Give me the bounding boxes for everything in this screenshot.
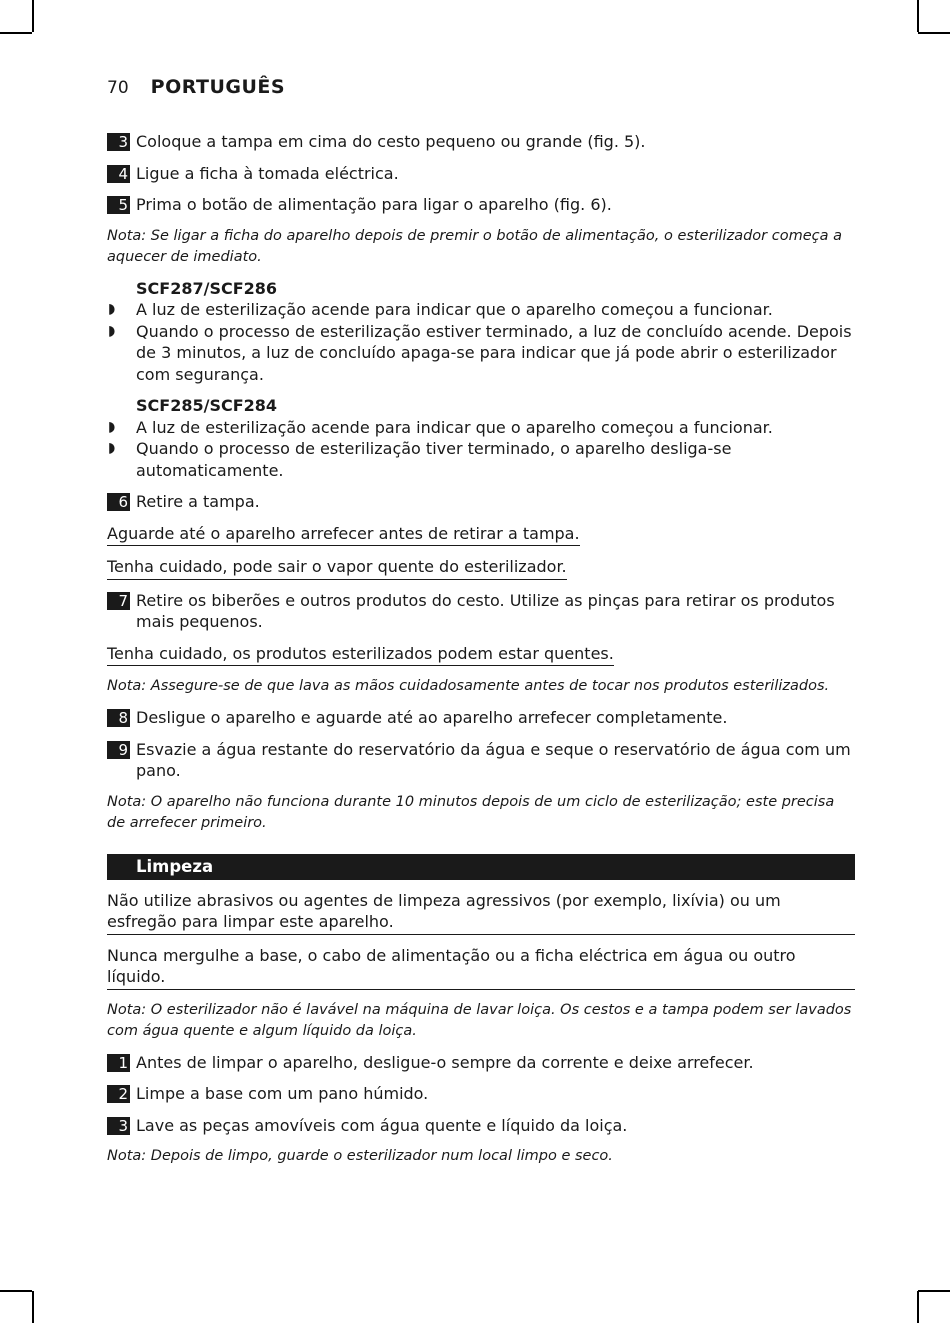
step-7 <box>107 590 855 633</box>
step-number: 4 <box>107 165 130 183</box>
step-number: 5 <box>107 196 130 214</box>
step-number: 3 <box>107 1117 130 1135</box>
step-6 <box>107 491 855 513</box>
model-group-scf285 <box>107 395 855 481</box>
step-text: Esvazie a água restante do reservatório da água e seque o reservatório de água com um pano. <box>136 739 851 780</box>
cleaning-step-1 <box>107 1052 855 1074</box>
warning-no-immersion: Nunca mergulhe a base, o cabo de alimentação ou a ficha eléctrica em água ou outro líquido. <box>107 945 855 990</box>
bullet-icon: ◗ <box>108 322 116 339</box>
warning-no-abrasives: Não utilize abrasivos ou agentes de limpeza agressivos (por exemplo, lixívia) ou um esfregão para limpar este aparelho. <box>107 890 855 935</box>
warning-cool-down: Aguarde até o aparelho arrefecer antes de retirar a tampa. <box>107 523 580 547</box>
crop-mark-top-right-h <box>918 32 950 34</box>
bullet-text: A luz de esterilização acende para indicar que o aparelho começou a funcionar. <box>136 417 773 437</box>
step-text: Antes de limpar o aparelho, desligue-o sempre da corrente e deixe arrefecer. <box>136 1052 754 1072</box>
step-number: 3 <box>107 133 130 151</box>
model-title: SCF285/SCF284 <box>136 396 278 415</box>
page-header <box>107 76 285 102</box>
page-content <box>107 131 855 1177</box>
step-text: Lave as peças amovíveis com água quente e líquido da loiça. <box>136 1115 628 1135</box>
step-text: Retire a tampa. <box>136 492 260 511</box>
step-number: 1 <box>107 1054 130 1072</box>
step-number: 8 <box>107 709 130 727</box>
note-wash-hands: Nota: Assegure-se de que lava as mãos cuidadosamente antes de tocar nos produtos esterilizados. <box>107 678 830 694</box>
crop-mark-bottom-left-h <box>0 1290 32 1292</box>
bullet-icon: ◗ <box>108 301 116 317</box>
bullet-text: Quando o processo de esterilização estiver terminado, a luz de concluído acende. Depois de 3 minutos, a luz de concluído apaga-se para indicar que já pode abrir o esterilizador com segurança. <box>136 321 852 384</box>
step-3 <box>107 131 855 153</box>
step-text: Limpe a base com um pano húmido. <box>136 1084 429 1103</box>
warning-hot-steam: Tenha cuidado, pode sair o vapor quente do esterilizador. <box>107 556 567 580</box>
note-storage: Nota: Depois de limpo, guarde o esterilizador num local limpo e seco. <box>107 1148 613 1164</box>
step-9 <box>107 739 855 782</box>
step-text: Coloque a tampa em cima do cesto pequeno ou grande (fig. 5). <box>136 132 646 151</box>
crop-mark-top-left-h <box>0 32 32 34</box>
note-power: Nota: Se ligar a ficha do aparelho depois de premir o botão de alimentação, o esterilizador começa a aquecer de imediato. <box>107 227 842 265</box>
crop-mark-top-left-v <box>32 0 34 32</box>
crop-mark-bottom-right-v <box>917 1291 919 1323</box>
step-number: 2 <box>107 1085 130 1103</box>
bullet-item <box>107 299 855 321</box>
step-text: Prima o botão de alimentação para ligar o aparelho (fig. 6). <box>136 195 612 214</box>
page-number: 70 <box>107 78 129 98</box>
bullet-icon: ◗ <box>108 418 116 435</box>
bullet-icon: ◗ <box>108 440 116 456</box>
cleaning-step-3 <box>107 1115 855 1137</box>
bullet-text: A luz de esterilização acende para indicar que o aparelho começou a funcionar. <box>136 300 773 319</box>
language-title: PORTUGUÊS <box>150 76 286 98</box>
model-group-scf287 <box>107 278 855 386</box>
step-4 <box>107 163 855 185</box>
step-5 <box>107 194 855 216</box>
warning-hot-products: Tenha cuidado, os produtos esterilizados podem estar quentes. <box>107 643 614 667</box>
step-text: Retire os biberões e outros produtos do cesto. Utilize as pinças para retirar os produtos mais pequenos. <box>136 590 835 631</box>
crop-mark-bottom-left-v <box>32 1291 34 1323</box>
model-title: SCF287/SCF286 <box>136 278 278 298</box>
note-cycle-wait: Nota: O aparelho não funciona durante 10 minutos depois de um ciclo de esterilização; este precisa de arrefecer primeiro. <box>107 793 835 831</box>
step-text: Desligue o aparelho e aguarde até ao aparelho arrefecer completamente. <box>136 708 728 727</box>
step-number: 6 <box>107 493 130 511</box>
bullet-text: Quando o processo de esterilização tiver terminado, o aparelho desliga-se automaticamente. <box>136 439 732 480</box>
bullet-item <box>107 417 855 439</box>
crop-mark-top-right-v <box>917 0 919 32</box>
note-dishwasher: Nota: O esterilizador não é lavável na máquina de lavar loiça. Os cestos e a tampa podem ser lavados com água quente e algum líquido da loiça. <box>107 1001 852 1039</box>
step-8 <box>107 707 855 729</box>
step-number: 9 <box>107 741 130 759</box>
cleaning-step-2 <box>107 1083 855 1105</box>
crop-mark-bottom-right-h <box>918 1290 950 1292</box>
bullet-item <box>107 438 855 481</box>
bullet-item <box>107 321 855 386</box>
step-text: Ligue a ficha à tomada eléctrica. <box>136 163 399 183</box>
section-heading-cleaning: Limpeza <box>107 854 855 880</box>
step-number: 7 <box>107 592 130 610</box>
